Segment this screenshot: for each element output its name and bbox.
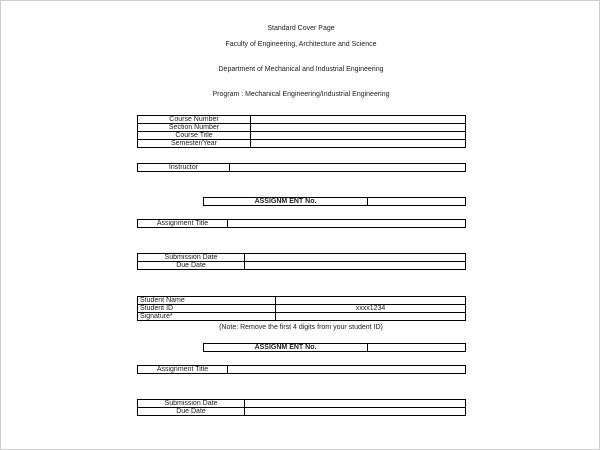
due-date-field-1[interactable] — [245, 262, 466, 270]
assignment-title-table-1 — [137, 219, 466, 228]
course-title-label: Course Title — [138, 132, 251, 140]
table-row — [204, 198, 466, 206]
table-row — [138, 262, 466, 270]
assignment-title-field-2[interactable] — [228, 366, 466, 374]
table-row — [138, 254, 466, 262]
course-number-label: Course Number — [138, 116, 251, 124]
submission-date-label-2: Submission Date — [138, 400, 245, 408]
assignment-number-field-2[interactable] — [368, 344, 466, 352]
due-date-field-2[interactable] — [245, 408, 466, 416]
semester-year-field[interactable] — [251, 140, 466, 148]
submission-date-label-1: Submission Date — [138, 254, 245, 262]
assignment-number-table-2 — [203, 343, 466, 352]
table-row — [138, 305, 466, 313]
assignment-number-label-2: ASSIGNM ENT No. — [204, 344, 368, 352]
instructor-field[interactable] — [230, 164, 466, 172]
assignment-number-table-1 — [203, 197, 466, 206]
instructor-label: Instructor — [138, 164, 230, 172]
table-row — [138, 140, 466, 148]
table-row — [138, 408, 466, 416]
table-row — [138, 366, 466, 374]
table-row — [204, 344, 466, 352]
course-title-field[interactable] — [251, 132, 466, 140]
table-row — [138, 132, 466, 140]
table-row — [138, 116, 466, 124]
table-row — [138, 164, 466, 172]
faculty-line: Faculty of Engineering, Architecture and Science — [225, 41, 377, 48]
instructor-table — [137, 163, 466, 172]
student-name-label: Student Name — [138, 297, 276, 305]
table-row — [138, 400, 466, 408]
assignment-title-label-1: Assignment Title — [138, 220, 228, 228]
student-id-field[interactable]: xxxx1234 — [276, 305, 466, 313]
program-line: Program : Mechanical Engineering/Industrial Engineering — [212, 91, 390, 98]
table-row — [138, 297, 466, 305]
course-info-table — [137, 115, 466, 148]
submission-date-field-2[interactable] — [245, 400, 466, 408]
student-id-note: (Note: Remove the first 4 digits from your student ID) — [219, 324, 383, 331]
student-name-field[interactable] — [276, 297, 466, 305]
student-info-table — [137, 296, 466, 321]
assignment-title-label-2: Assignment Title — [138, 366, 228, 374]
signature-label: Signature* — [138, 313, 276, 321]
submission-date-field-1[interactable] — [245, 254, 466, 262]
course-number-field[interactable] — [251, 116, 466, 124]
due-date-label-2: Due Date — [138, 408, 245, 416]
dates-table-1 — [137, 253, 466, 270]
assignment-number-label-1: ASSIGNM ENT No. — [204, 198, 368, 206]
due-date-label-1: Due Date — [138, 262, 245, 270]
cover-page-title: Standard Cover Page — [267, 25, 335, 32]
signature-field[interactable] — [276, 313, 466, 321]
table-row — [138, 220, 466, 228]
table-row — [138, 313, 466, 321]
section-number-label: Section Number — [138, 124, 251, 132]
student-id-label: Student ID — [138, 305, 276, 313]
assignment-number-field-1[interactable] — [368, 198, 466, 206]
assignment-title-table-2 — [137, 365, 466, 374]
semester-year-label: Semester/Year — [138, 140, 251, 148]
dates-table-2 — [137, 399, 466, 416]
section-number-field[interactable] — [251, 124, 466, 132]
department-line: Department of Mechanical and Industrial Engineering — [218, 66, 384, 73]
assignment-title-field-1[interactable] — [228, 220, 466, 228]
table-row — [138, 124, 466, 132]
